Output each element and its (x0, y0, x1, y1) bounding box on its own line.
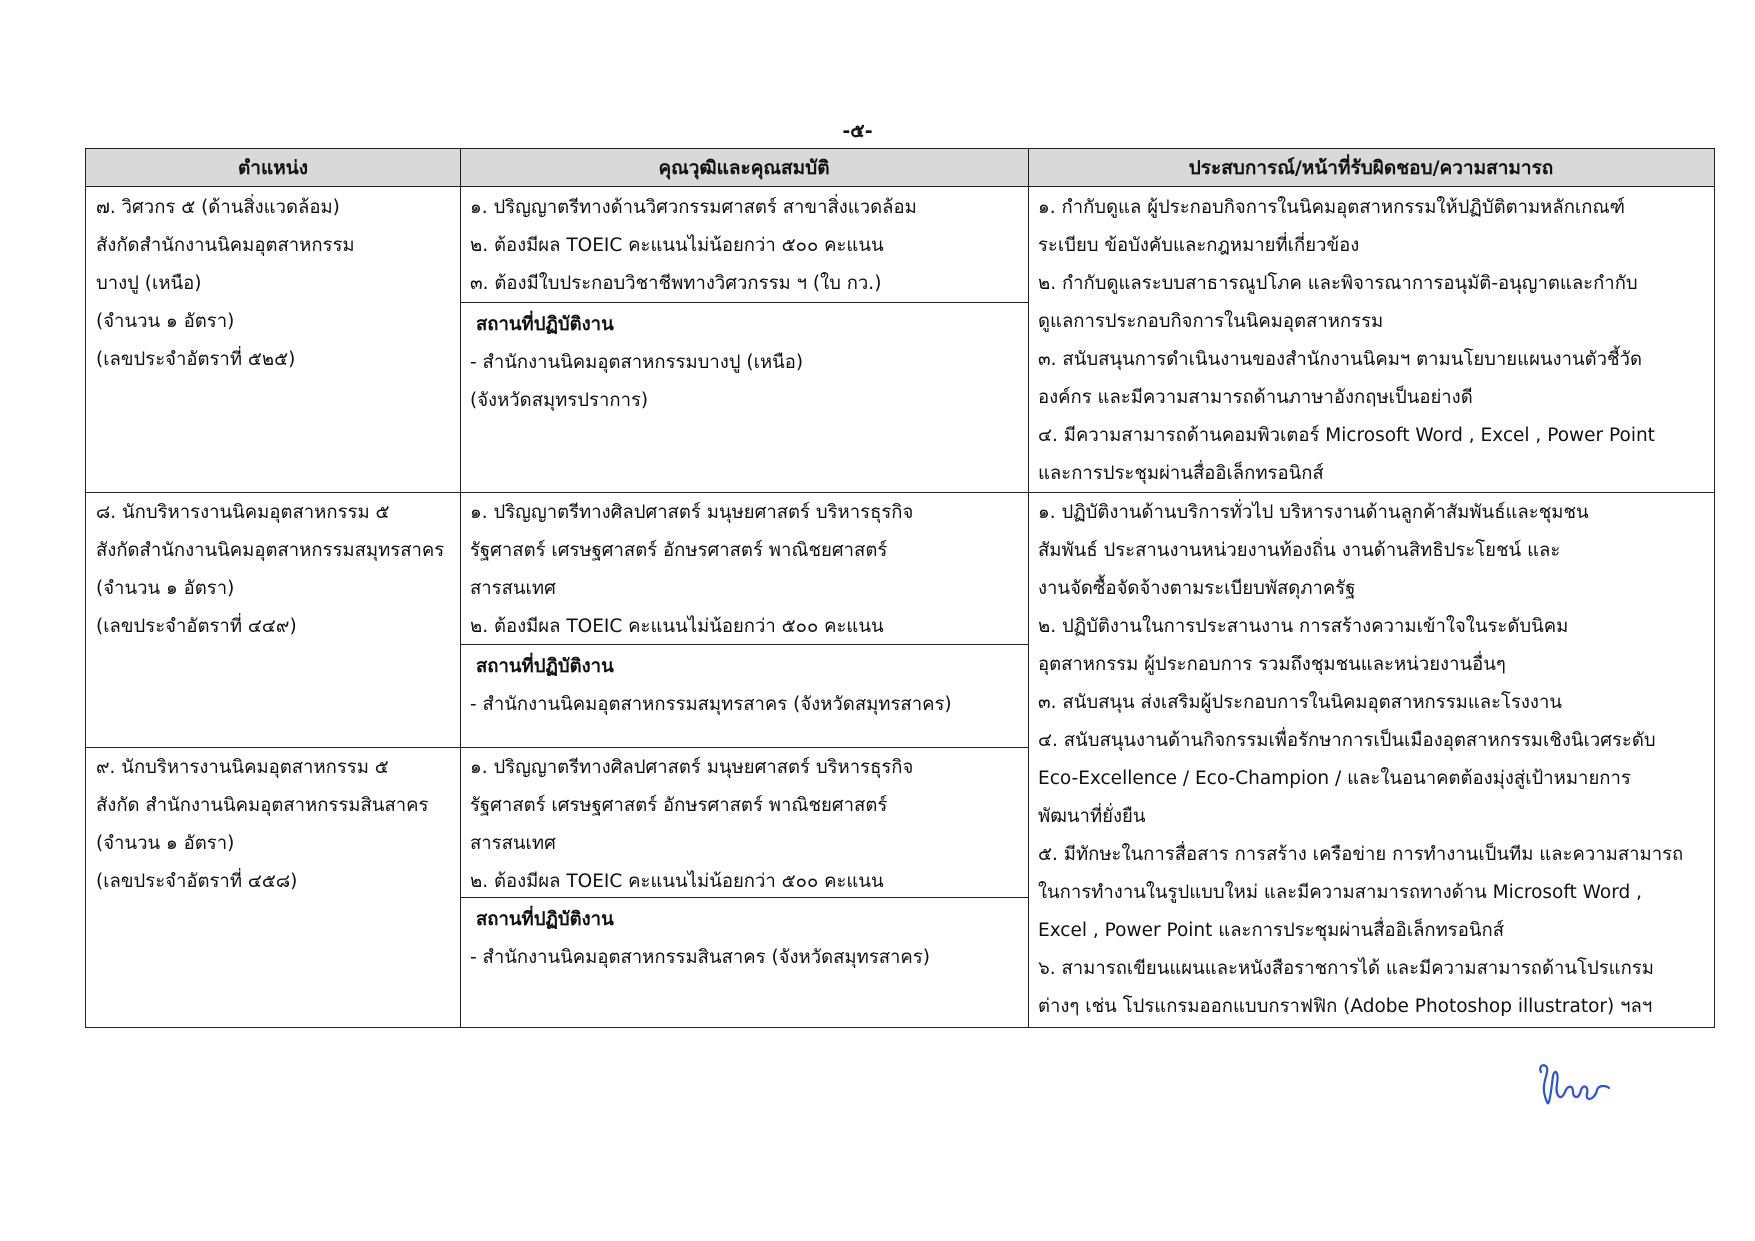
experience-line: ในการทำงานในรูปแบบใหม่ และมีความสามารถทางด้าน Microsoft Word , (1038, 882, 1642, 903)
experience-line: Excel , Power Point และการประชุมผ่านสื่ออิเล็กทรอนิกส์ (1038, 920, 1504, 941)
experience-line: ๑. กำกับดูแล ผู้ประกอบกิจการในนิคมอุตสาหกรรมให้ปฏิบัติตามหลักเกณฑ์ (1038, 197, 1625, 218)
qualification-line: ๒. ต้องมีผล TOEIC คะแนนไม่น้อยกว่า ๕๐๐ คะแนน (470, 235, 884, 256)
qualification-line: สารสนเทศ (470, 578, 556, 599)
experience-line: องค์กร และมีความสามารถด้านภาษาอังกฤษเป็นอย่างดี (1038, 387, 1473, 408)
row9-workplace (470, 901, 930, 977)
positions-table (85, 148, 1715, 1028)
position-line: (จำนวน ๑ อัตรา) (96, 833, 235, 854)
position-line: (จำนวน ๑ อัตรา) (96, 578, 235, 599)
experience-line: ๒. ปฏิบัติงานในการประสานงาน การสร้างความเข้าใจในระดับนิคม (1038, 616, 1569, 637)
experience-line: ๕. มีทักษะในการสื่อสาร การสร้าง เครือข่าย การทำงานเป็นทีม และความสามารถ (1038, 844, 1684, 865)
experience-line: Eco-Excellence / Eco-Champion / และในอนาคตต้องมุ่งสู่เป้าหมายการ (1038, 768, 1631, 789)
row7-workplace (470, 306, 803, 420)
position-line: สังกัดสำนักงานนิคมอุตสาหกรรมสมุทรสาคร (96, 540, 445, 561)
experience-line: ๑. ปฏิบัติงานด้านบริการทั่วไป บริหารงานด้านลูกค้าสัมพันธ์และชุมชน (1038, 502, 1589, 523)
workplace-line: - สำนักงานนิคมอุตสาหกรรมสมุทรสาคร (จังหวัดสมุทรสาคร) (470, 694, 952, 715)
experience-line: ๔. มีความสามารถด้านคอมพิวเตอร์ Microsoft Word , Excel , Power Point (1038, 425, 1655, 446)
qualification-line: ๒. ต้องมีผล TOEIC คะแนนไม่น้อยกว่า ๕๐๐ คะแนน (470, 616, 884, 637)
experience-line: ๒. กำกับดูแลระบบสาธารณูปโภค และพิจารณาการอนุมัติ-อนุญาตและกำกับ (1038, 273, 1638, 294)
position-line: บางปู (เหนือ) (96, 273, 202, 294)
position-line: (เลขประจำอัตราที่ ๔๕๘) (96, 871, 298, 892)
position-line: สังกัด สำนักงานนิคมอุตสาหกรรมสินสาคร (96, 795, 429, 816)
qualification-line: รัฐศาสตร์ เศรษฐศาสตร์ อักษรศาสตร์ พาณิชยศาสตร์ (470, 540, 888, 561)
experience-line: พัฒนาที่ยั่งยืน (1038, 806, 1146, 827)
row-divider (86, 492, 1028, 493)
position-line: ๗. วิศวกร ๕ (ด้านสิ่งแวดล้อม) (96, 197, 340, 218)
position-line: ๘. นักบริหารงานนิคมอุตสาหกรรม ๕ (96, 502, 390, 523)
row9-position (96, 749, 428, 901)
qualification-line: ๑. ปริญญาตรีทางศิลปศาสตร์ มนุษยศาสตร์ บริหารธุรกิจ (470, 502, 914, 523)
table-header (86, 149, 1714, 187)
row8-9-experience (1038, 494, 1683, 1026)
header-position: ตำแหน่ง (237, 157, 309, 179)
workplace-line: - สำนักงานนิคมอุตสาหกรรมบางปู (เหนือ) (470, 352, 804, 373)
handwritten-signature (1535, 1062, 1615, 1112)
experience-line: ๖. สามารถเขียนแผนและหนังสือราชการได้ และมีความสามารถด้านโปรแกรม (1038, 958, 1654, 979)
qualification-line: ๓. ต้องมีใบประกอบวิชาชีพทางวิศวกรรม ฯ (ใบ กว.) (470, 273, 882, 294)
position-line: (เลขประจำอัตราที่ ๕๒๕) (96, 349, 296, 370)
row7-qualifications (470, 189, 917, 303)
position-line: ๙. นักบริหารงานนิคมอุตสาหกรรม ๕ (96, 757, 389, 778)
row9-qualifications (470, 749, 913, 901)
row7-position (96, 189, 355, 379)
workplace-title: สถานที่ปฏิบัติงาน (476, 314, 614, 335)
row-divider (86, 747, 1028, 748)
experience-line: ๔. สนับสนุนงานด้านกิจกรรมเพื่อรักษาการเป็นเมืองอุตสาหกรรมเชิงนิเวศระดับ (1038, 730, 1656, 751)
experience-line: ระเบียบ ข้อบังคับและกฎหมายที่เกี่ยวข้อง (1038, 235, 1360, 256)
qualification-line: รัฐศาสตร์ เศรษฐศาสตร์ อักษรศาสตร์ พาณิชยศาสตร์ (470, 795, 888, 816)
position-line: (เลขประจำอัตราที่ ๔๔๙) (96, 616, 297, 637)
row8-qualifications (470, 494, 913, 646)
experience-line: และการประชุมผ่านสื่ออิเล็กทรอนิกส์ (1038, 463, 1324, 484)
page-number: -๕- (842, 120, 873, 142)
row7-experience (1038, 189, 1655, 493)
workplace-title: สถานที่ปฏิบัติงาน (476, 656, 614, 677)
row8-workplace (470, 648, 952, 724)
experience-line: อุตสาหกรรม ผู้ประกอบการ รวมถึงชุมชนและหน่วยงานอื่นๆ (1038, 654, 1506, 675)
row8-position (96, 494, 444, 646)
header-experience: ประสบการณ์/หน้าที่รับผิดชอบ/ความสามารถ (1188, 157, 1554, 179)
workplace-title: สถานที่ปฏิบัติงาน (476, 909, 614, 930)
experience-line: ๓. สนับสนุน ส่งเสริมผู้ประกอบการในนิคมอุตสาหกรรมและโรงงาน (1038, 692, 1562, 713)
qualification-line: ๑. ปริญญาตรีทางศิลปศาสตร์ มนุษยศาสตร์ บริหารธุรกิจ (470, 757, 914, 778)
experience-line: สัมพันธ์ ประสานงานหน่วยงานท้องถิ่น งานด้านสิทธิประโยชน์ และ (1038, 540, 1561, 561)
column-divider (1028, 149, 1029, 1027)
column-divider (460, 149, 461, 1027)
experience-line: งานจัดซื้อจัดจ้างตามระเบียบพัสดุภาครัฐ (1038, 578, 1356, 599)
qualification-line: ๒. ต้องมีผล TOEIC คะแนนไม่น้อยกว่า ๕๐๐ คะแนน (470, 871, 884, 892)
qualification-line: ๑. ปริญญาตรีทางด้านวิศวกรรมศาสตร์ สาขาสิ่งแวดล้อม (470, 197, 917, 218)
workplace-line: (จังหวัดสมุทรปราการ) (470, 390, 649, 411)
qualification-line: สารสนเทศ (470, 833, 556, 854)
experience-line: ต่างๆ เช่น โปรแกรมออกแบบกราฟฟิก (Adobe Photoshop illustrator) ฯลฯ (1038, 996, 1653, 1017)
position-line: (จำนวน ๑ อัตรา) (96, 311, 235, 332)
experience-line: ดูแลการประกอบกิจการในนิคมอุตสาหกรรม (1038, 311, 1384, 332)
experience-line: ๓. สนับสนุนการดำเนินงานของสำนักงานนิคมฯ ตามนโยบายแผนงานตัวชี้วัด (1038, 349, 1642, 370)
workplace-line: - สำนักงานนิคมอุตสาหกรรมสินสาคร (จังหวัดสมุทรสาคร) (470, 947, 930, 968)
position-line: สังกัดสำนักงานนิคมอุตสาหกรรม (96, 235, 355, 256)
header-qualifications: คุณวุฒิและคุณสมบัติ (658, 157, 830, 179)
